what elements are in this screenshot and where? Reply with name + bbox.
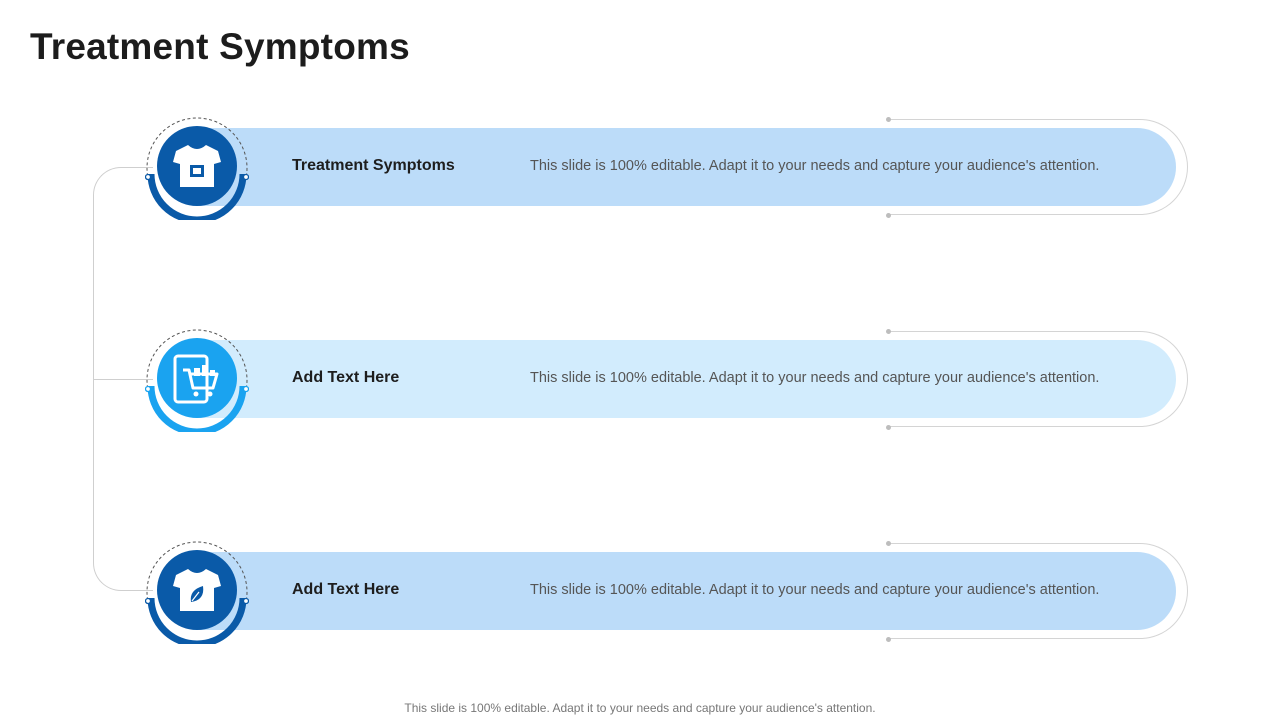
- list-item: [0, 119, 1280, 219]
- item-description: This slide is 100% editable. Adapt it to your needs and capture your audience's attention.: [530, 582, 1100, 598]
- item-heading: Treatment Symptoms: [292, 157, 455, 174]
- tshirt-chip-icon: [145, 116, 249, 220]
- list-item: [0, 543, 1280, 643]
- item-description: This slide is 100% editable. Adapt it to your needs and capture your audience's attention.: [530, 158, 1100, 174]
- outline-dot: [886, 117, 891, 122]
- outline-dot: [886, 425, 891, 430]
- outline-dot: [886, 329, 891, 334]
- list-item: [0, 331, 1280, 431]
- page-title: Treatment Symptoms: [30, 26, 410, 67]
- footer-note: This slide is 100% editable. Adapt it to your needs and capture your audience's attention.: [404, 701, 876, 715]
- item-description: This slide is 100% editable. Adapt it to your needs and capture your audience's attention.: [530, 370, 1100, 386]
- outline-dot: [886, 541, 891, 546]
- item-heading: Add Text Here: [292, 369, 400, 386]
- item-heading: Add Text Here: [292, 581, 400, 598]
- tshirt-leaf-icon: [145, 540, 249, 644]
- outline-dot: [886, 637, 891, 642]
- outline-dot: [886, 213, 891, 218]
- tablet-cart-icon: [145, 328, 249, 432]
